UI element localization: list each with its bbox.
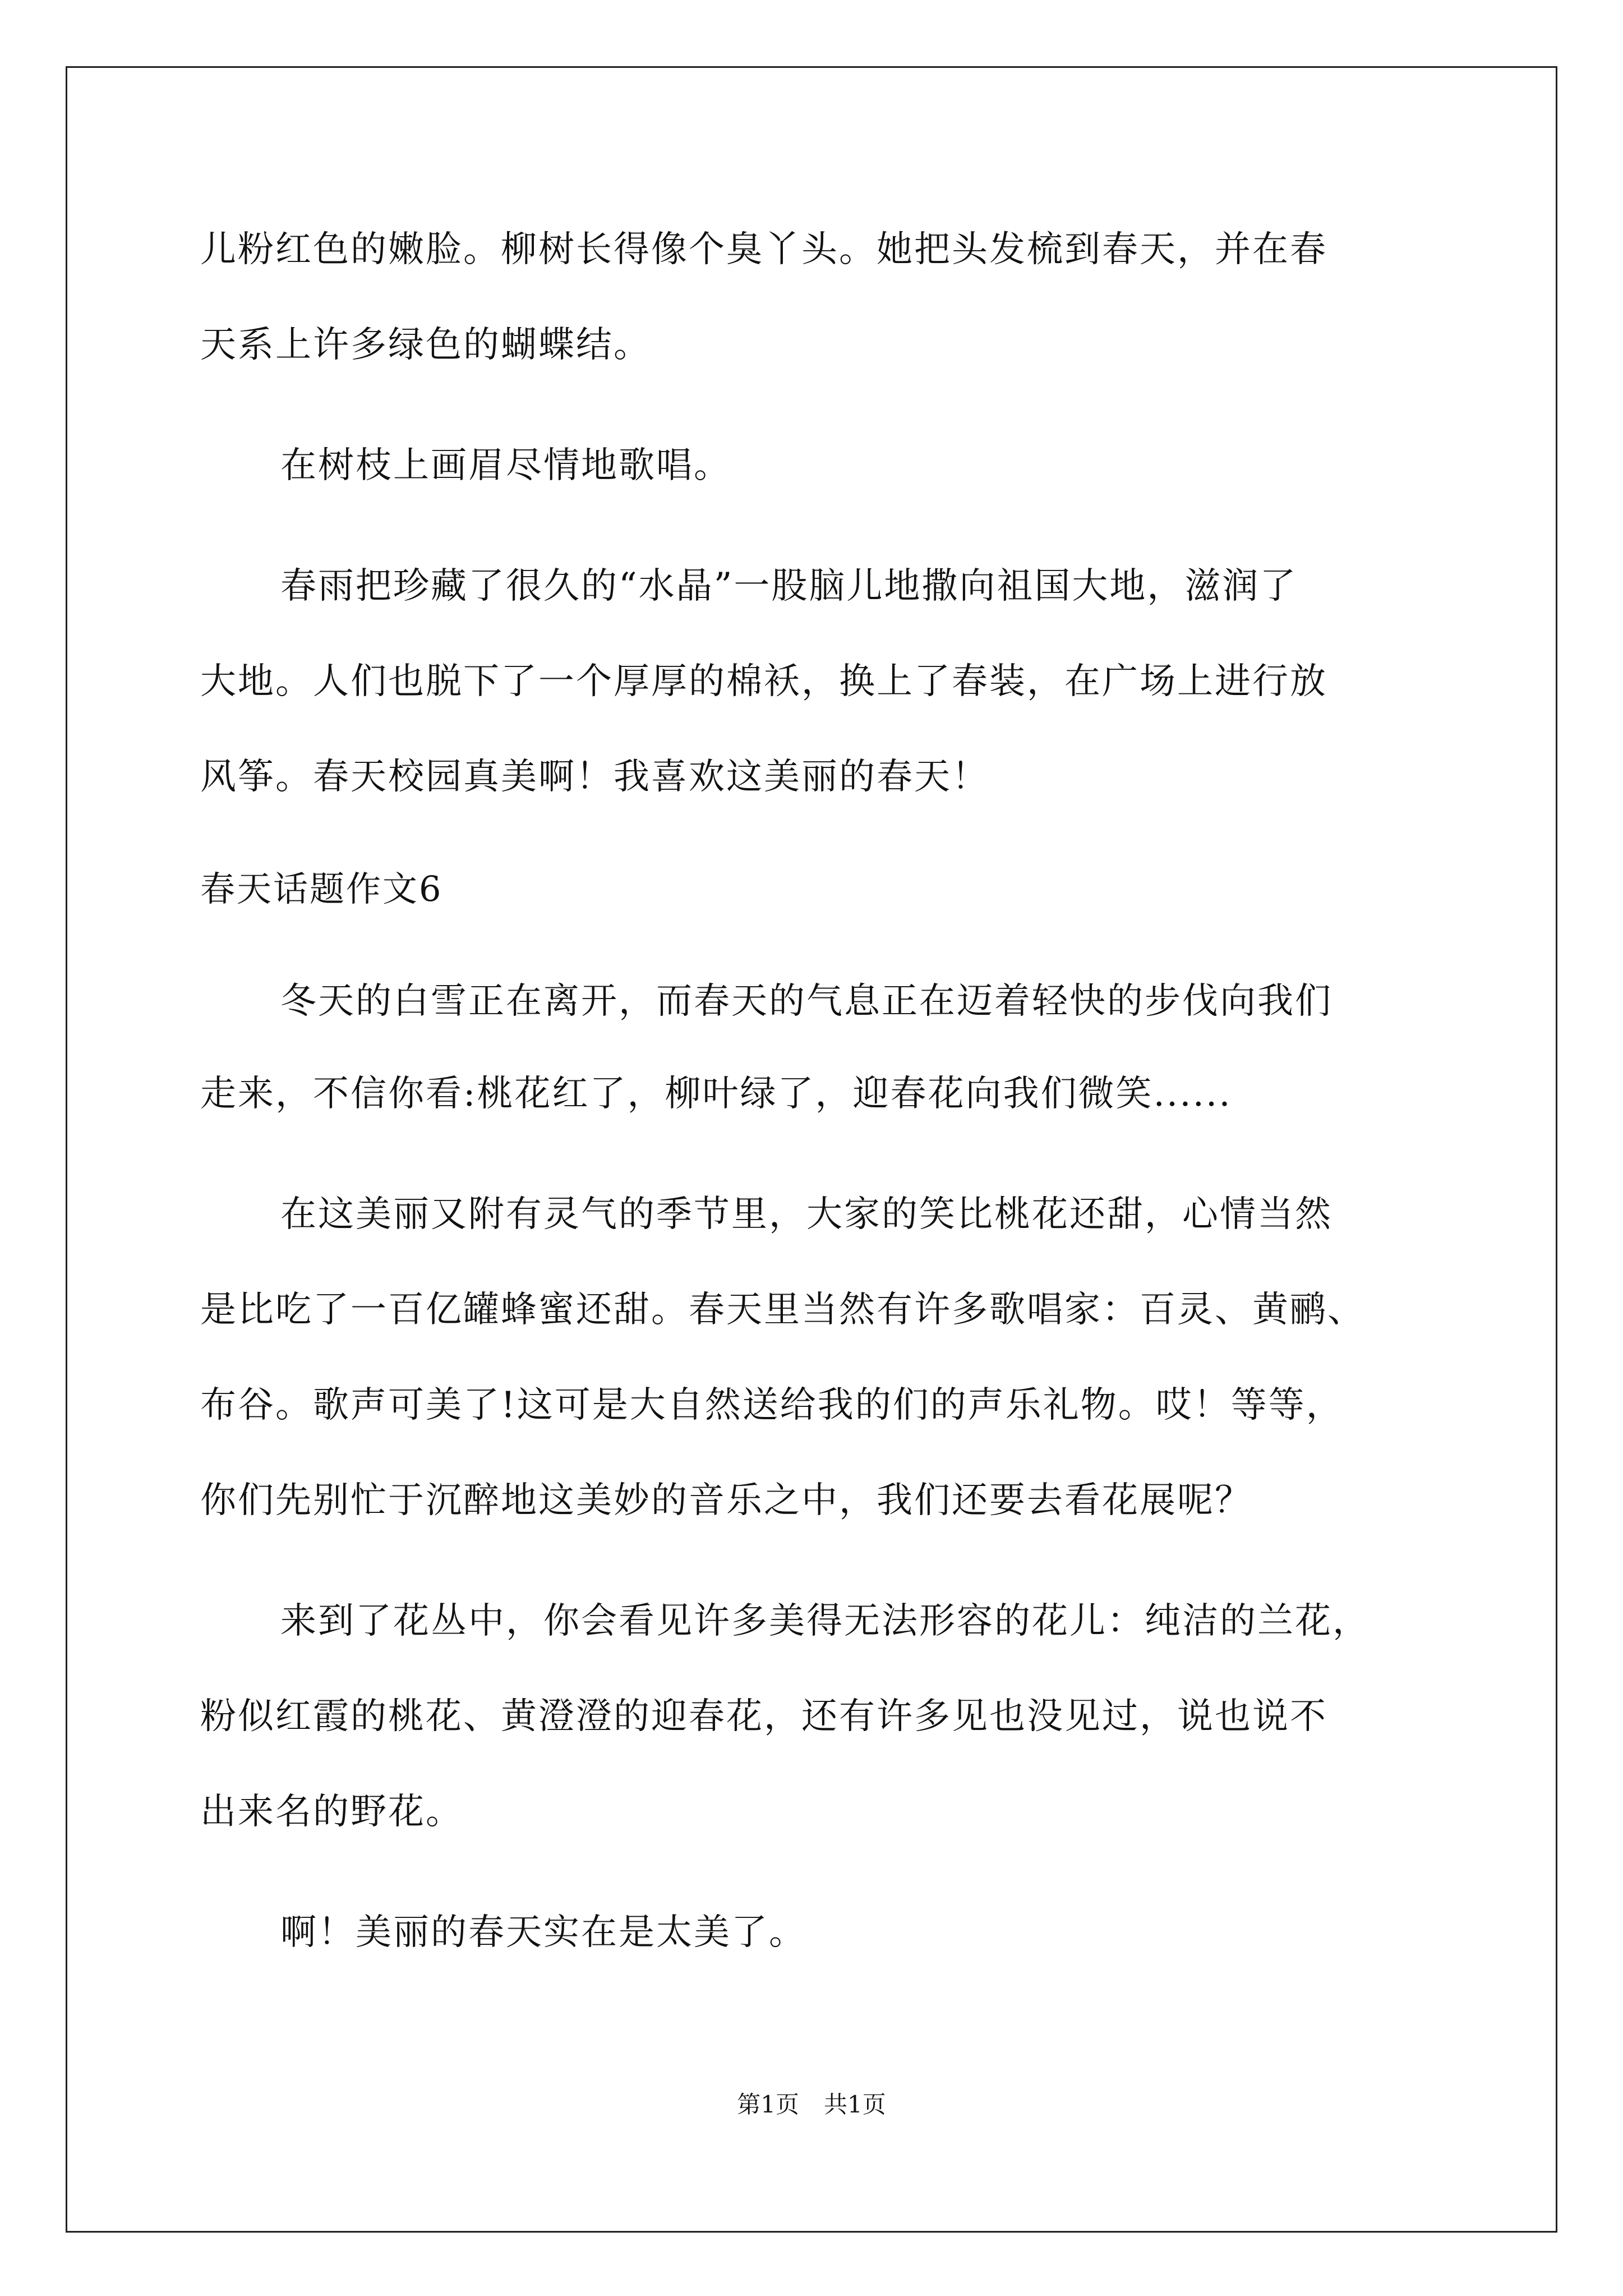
text-line: 是比吃了一百亿罐蜂蜜还甜。春天里当然有许多歌唱家：百灵、黄鹂、 [200, 1289, 1365, 1331]
text-line: 在树枝上画眉尽情地歌唱。 [280, 445, 731, 486]
text-line: 你们先别忙于沉醉地这美妙的音乐之中，我们还要去看花展呢？ [200, 1480, 1252, 1521]
text-line: 大地。人们也脱下了一个厚厚的棉袄，换上了春装，在广场上进行放 [200, 661, 1327, 702]
text-line: 在这美丽又附有灵气的季节里，大家的笑比桃花还甜，心情当然 [280, 1194, 1332, 1235]
text-line: 布谷。歌声可美了!这可是大自然送给我的们的声乐礼物。哎！等等， [200, 1384, 1344, 1426]
text-line: 冬天的白雪正在离开，而春天的气息正在迈着轻快的步伐向我们 [280, 981, 1332, 1022]
text-line: 儿粉红色的嫩脸。柳树长得像个臭丫头。她把头发梳到春天，并在春 [200, 229, 1327, 270]
text-line: 天系上许多绿色的蝴蝶结。 [200, 324, 651, 366]
text-line: 走来，不信你看:桃花红了，柳叶绿了，迎春花向我们微笑...... [200, 1073, 1232, 1115]
text-line: 粉似红霞的桃花、黄澄澄的迎春花，还有许多见也没见过，说也说不 [200, 1696, 1327, 1737]
text-line: 出来名的野花。 [200, 1791, 463, 1833]
text-line: 来到了花丛中，你会看见许多美得无法形容的花儿：纯洁的兰花， [280, 1600, 1370, 1642]
text-line: 风筝。春天校园真美啊！我喜欢这美丽的春天！ [200, 756, 989, 798]
text-line: 啊！美丽的春天实在是太美了。 [280, 1912, 806, 1953]
page-footer [0, 2088, 1623, 2122]
page-total: 共1页 [824, 2091, 886, 2118]
page-number: 第1页 [737, 2091, 799, 2118]
text-line: 春雨把珍藏了很久的“水晶”一股脑儿地撒向祖国大地，滋润了 [280, 565, 1298, 607]
section-heading: 春天话题作文6 [200, 868, 443, 909]
